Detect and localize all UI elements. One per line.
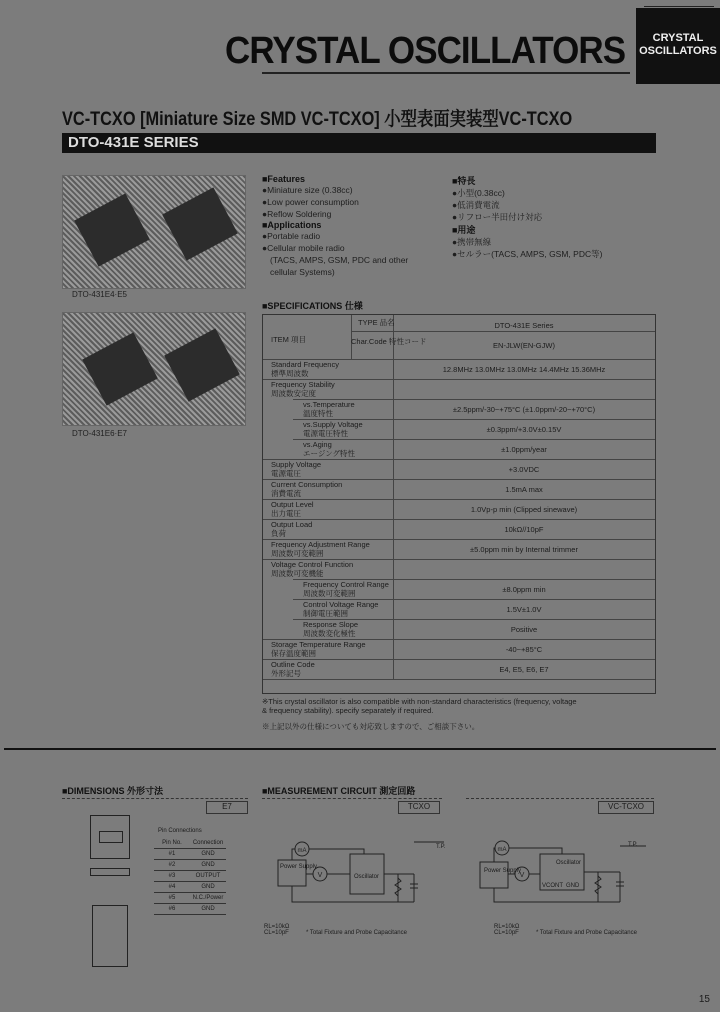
spec-row-value: 1.0Vp-p min (Clipped sinewave) bbox=[470, 505, 578, 514]
spec-label-jp: 標準周波数 bbox=[271, 369, 309, 378]
section-tab bbox=[636, 8, 720, 84]
spec-row-label bbox=[271, 660, 315, 678]
spec-row-label bbox=[271, 460, 321, 478]
spec-label-en: Current Consumption bbox=[271, 480, 343, 489]
jp-feature-item: ●小型(0.38cc) bbox=[452, 188, 505, 198]
photo-caption: DTO-431E4·E5 bbox=[72, 290, 127, 299]
pin-cell: OUTPUT bbox=[195, 873, 221, 879]
title-rule bbox=[262, 72, 630, 74]
probe-note: * Total Fixture and Probe Capacitance bbox=[306, 930, 407, 936]
jp-feature-item: ●低消費電流 bbox=[452, 200, 500, 210]
pin-row bbox=[154, 904, 226, 915]
chip-image bbox=[164, 328, 240, 401]
dashed-rule bbox=[466, 798, 654, 799]
type-label: TYPE 品名 bbox=[358, 318, 395, 327]
spec-label-jp: 周波数可変機能 bbox=[271, 569, 324, 578]
spec-label-jp: 周波数可変範囲 bbox=[271, 549, 324, 558]
spec-row-value: +3.0VDC bbox=[508, 465, 540, 474]
dimensions-heading: ■DIMENSIONS 外形寸法 bbox=[62, 786, 163, 796]
voltmeter-glyph: V bbox=[317, 872, 323, 879]
ammeter-glyph: mA bbox=[497, 847, 507, 853]
spec-label-en: Storage Temperature Range bbox=[271, 640, 366, 649]
note-rl: RL=10kΩ bbox=[264, 924, 290, 930]
ammeter-glyph: mA bbox=[297, 848, 307, 854]
land-pattern bbox=[92, 905, 128, 967]
spec-label-en: Output Load bbox=[271, 520, 313, 529]
dashed-rule bbox=[62, 798, 248, 799]
spec-label-en: Output Level bbox=[271, 500, 314, 509]
row-divider bbox=[263, 679, 655, 680]
pin-cell: #2 bbox=[168, 862, 176, 868]
spec-label-en: Frequency Control Range bbox=[303, 580, 389, 589]
power-supply-box bbox=[480, 862, 508, 888]
spec-row-label bbox=[271, 540, 370, 558]
tcxo-notes bbox=[264, 924, 289, 936]
spec-label-jp: 周波数変化極性 bbox=[303, 629, 356, 638]
spec-label-jp: 電源電圧 bbox=[271, 469, 301, 478]
type-value: DTO-431E Series bbox=[494, 321, 554, 330]
oscillator-label: Oscillator bbox=[354, 874, 380, 880]
application-item: ●Cellular mobile radio bbox=[262, 243, 345, 253]
pin-row bbox=[154, 882, 226, 893]
note-cl: CL=10pF bbox=[264, 930, 289, 936]
pin-cell: #6 bbox=[168, 906, 176, 912]
spec-label-jp: 温度特性 bbox=[303, 409, 333, 418]
spec-label-en: Frequency Adjustment Range bbox=[271, 540, 370, 549]
jp-applications-heading: ■用途 bbox=[452, 225, 476, 235]
page-title: CRYSTAL OSCILLATORS bbox=[225, 30, 626, 72]
page-number: 15 bbox=[698, 994, 710, 1005]
spec-label-en: Frequency Stability bbox=[271, 380, 335, 389]
pin-cell: GND bbox=[201, 884, 215, 890]
spec-label-jp: 周波数可変範囲 bbox=[303, 589, 356, 598]
spec-row-value: ±1.0ppm/year bbox=[501, 445, 547, 454]
row-divider bbox=[263, 659, 655, 660]
note-line: & frequency stability). specify separately if required. bbox=[262, 706, 434, 715]
test-point-label: T.P. bbox=[628, 842, 638, 848]
chip-image bbox=[162, 187, 238, 260]
spec-label-en: Response Slope bbox=[303, 620, 359, 629]
spec-row-label bbox=[271, 480, 342, 498]
spec-label-jp: 外形記号 bbox=[271, 669, 301, 678]
spec-row-value: ±8.0ppm min bbox=[502, 585, 546, 594]
pin-row bbox=[154, 838, 226, 849]
series-label: DTO-431E SERIES bbox=[68, 134, 199, 151]
note-line: ※This crystal oscillator is also compatible with non-standard characteristics (frequency, voltage bbox=[262, 697, 577, 706]
product-subtitle: VC-TCXO [Miniature Size SMD VC-TCXO] 小型表面実装型VC-TCXO bbox=[62, 109, 573, 130]
measurement-heading: ■MEASUREMENT CIRCUIT 測定回路 bbox=[262, 786, 416, 796]
spec-row-value: 1.5V±1.0V bbox=[506, 605, 542, 614]
pin-cell: GND bbox=[201, 906, 215, 912]
spec-row-value: 1.5mA max bbox=[505, 485, 543, 494]
application-item: ●Portable radio bbox=[262, 231, 321, 241]
tcxo-tag: TCXO bbox=[398, 801, 440, 814]
vctcxo-notes bbox=[494, 924, 519, 936]
pin-header-cell: Connection bbox=[192, 840, 224, 846]
spec-row-label bbox=[303, 580, 389, 598]
notes bbox=[262, 697, 577, 732]
jp-application-item: ●セルラー(TACS, AMPS, GSM, PDC等) bbox=[452, 249, 603, 259]
row-divider bbox=[263, 459, 655, 460]
section-tab-line2: OSCILLATORS bbox=[639, 45, 717, 57]
spec-row-label bbox=[303, 600, 378, 618]
pin-table bbox=[154, 838, 226, 915]
spec-row-label bbox=[271, 520, 312, 538]
note-cl: CL=10pF bbox=[494, 930, 519, 936]
marking-area bbox=[99, 831, 123, 843]
photo-caption: DTO-431E6·E7 bbox=[72, 429, 127, 438]
spec-label-en: vs.Supply Voltage bbox=[303, 420, 363, 429]
spec-row-label bbox=[271, 360, 339, 378]
note-line: ※上記以外の仕様についても対応致しますので、ご相談下さい。 bbox=[262, 722, 480, 731]
spec-row-label bbox=[271, 560, 353, 578]
features-section bbox=[262, 174, 408, 278]
oscillator-label: Oscillator bbox=[556, 860, 582, 866]
spec-table bbox=[262, 314, 656, 694]
spec-label-jp: 出力電圧 bbox=[271, 509, 301, 518]
spec-heading: ■SPECIFICATIONS 仕様 bbox=[262, 301, 363, 311]
spec-label-jp: 周波数安定度 bbox=[271, 389, 316, 398]
spec-row-value: ±5.0ppm min by Internal trimmer bbox=[470, 545, 578, 554]
char-code-value: EN-JLW(EN-GJW) bbox=[493, 341, 555, 350]
row-divider bbox=[263, 499, 655, 500]
row-divider bbox=[263, 519, 655, 520]
dashed-rule bbox=[262, 798, 442, 799]
pin-row bbox=[154, 893, 226, 904]
spec-label-jp: 消費電流 bbox=[271, 489, 301, 498]
pin-row bbox=[154, 871, 226, 882]
pin-cell: #5 bbox=[168, 895, 176, 901]
chip-image bbox=[74, 193, 150, 266]
package-side-view bbox=[90, 868, 130, 876]
pin-row bbox=[154, 849, 226, 860]
row-divider bbox=[351, 331, 655, 332]
features-heading: ■Features bbox=[262, 174, 305, 184]
spec-label-jp: エージング特性 bbox=[303, 449, 356, 458]
section-divider bbox=[4, 748, 716, 750]
spec-row-value: E4, E5, E6, E7 bbox=[499, 665, 549, 674]
spec-label-jp: 電源電圧特性 bbox=[303, 429, 348, 438]
power-supply-label: Power Supply bbox=[484, 868, 522, 874]
spec-label-en: vs.Temperature bbox=[303, 400, 355, 409]
probe-note: * Total Fixture and Probe Capacitance bbox=[536, 930, 637, 936]
outline-code: E7 bbox=[222, 802, 232, 811]
vctcxo-tag: VC-TCXO bbox=[598, 801, 654, 814]
spec-label-en: Voltage Control Function bbox=[271, 560, 354, 569]
pin-header-cell: Pin No. bbox=[162, 840, 182, 846]
jp-features-heading: ■特長 bbox=[452, 176, 476, 186]
package-top-view bbox=[90, 815, 130, 859]
pin-cell: #3 bbox=[168, 873, 176, 879]
pin-cell: GND bbox=[201, 862, 215, 868]
gnd-label: GND bbox=[566, 883, 580, 889]
product-photo-e6-e7 bbox=[62, 312, 246, 426]
test-point-label: T.P. bbox=[436, 844, 446, 850]
application-item: cellular Systems) bbox=[270, 267, 335, 277]
spec-row-label bbox=[271, 380, 335, 398]
spec-row-label bbox=[303, 420, 363, 438]
product-photo-e4-e5 bbox=[62, 175, 246, 289]
tab-rule bbox=[644, 6, 714, 7]
spec-row-label bbox=[271, 500, 314, 518]
spec-row-label bbox=[271, 640, 366, 658]
pin-cell: N.C./Power bbox=[192, 895, 224, 901]
spec-label-jp: 保存温度範囲 bbox=[271, 649, 316, 658]
applications-heading: ■Applications bbox=[262, 220, 322, 230]
feature-item: ●Low power consumption bbox=[262, 197, 359, 207]
note-rl: RL=10kΩ bbox=[494, 924, 520, 930]
spec-label-jp: 制御電圧範囲 bbox=[303, 609, 348, 618]
item-label: ITEM 項目 bbox=[271, 335, 306, 344]
spec-row-label bbox=[303, 620, 358, 638]
spec-row-value: -40~+85°C bbox=[505, 645, 543, 654]
spec-label-jp: 負荷 bbox=[271, 529, 286, 538]
section-tab-line1: CRYSTAL bbox=[652, 32, 704, 44]
application-item: (TACS, AMPS, GSM, PDC and other bbox=[270, 255, 409, 265]
pin-cell: #1 bbox=[168, 851, 176, 857]
vcont-label: VCONT bbox=[542, 883, 563, 889]
spec-label-en: Supply Voltage bbox=[271, 460, 322, 469]
spec-row-value: ±2.5ppm/-30~+75°C (±1.0ppm/-20~+70°C) bbox=[452, 405, 596, 414]
spec-row-label bbox=[303, 440, 355, 458]
outline-code-box bbox=[206, 801, 248, 814]
pin-row bbox=[154, 860, 226, 871]
char-code-label: Char.Code 特性コード bbox=[351, 337, 427, 346]
spec-row-value: 10kΩ//10pF bbox=[504, 525, 544, 534]
spec-label-en: Outline Code bbox=[271, 660, 315, 669]
spec-label-en: Standard Frequency bbox=[271, 360, 339, 369]
pin-cell: #4 bbox=[168, 884, 176, 890]
pin-table-title: Pin Connections bbox=[158, 828, 202, 834]
jp-application-item: ●携帯無線 bbox=[452, 237, 492, 247]
vctcxo-circuit-diagram bbox=[470, 816, 656, 916]
chip-image bbox=[82, 332, 158, 405]
feature-item: ●Reflow Soldering bbox=[262, 209, 332, 219]
feature-item: ●Miniature size (0.38cc) bbox=[262, 185, 353, 195]
spec-label-en: Control Voltage Range bbox=[303, 600, 379, 609]
pin-cell: GND bbox=[201, 851, 215, 857]
spec-row-value: 12.8MHz 13.0MHz 13.0MHz 14.4MHz 15.36MHz bbox=[442, 365, 606, 374]
jp-feature-item: ●リフロー半田付け対応 bbox=[452, 212, 543, 222]
spec-label-en: vs.Aging bbox=[303, 440, 332, 449]
voltmeter-glyph: V bbox=[519, 872, 525, 879]
spec-row-label bbox=[303, 400, 355, 418]
jp-features-section bbox=[452, 174, 602, 260]
spec-row-value: Positive bbox=[510, 625, 538, 634]
spec-row-value: ±0.3ppm/+3.0V±0.15V bbox=[486, 425, 562, 434]
power-supply-label: Power Supply bbox=[280, 864, 318, 870]
